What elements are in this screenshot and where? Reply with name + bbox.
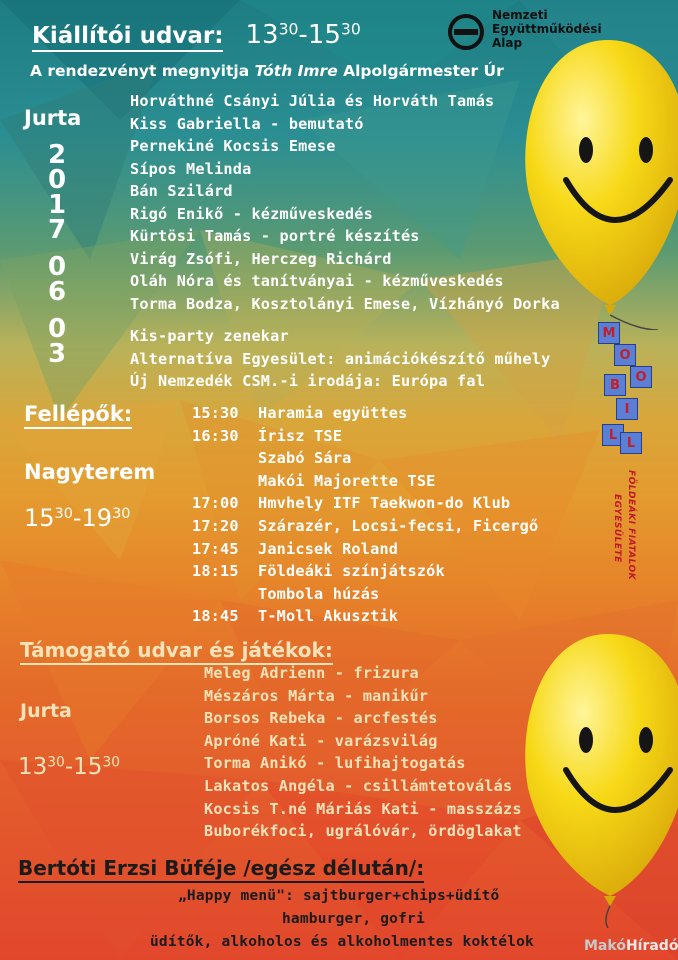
date-char: 6 xyxy=(48,277,67,307)
jurta-item: Bán Szilárd xyxy=(130,182,233,200)
schedule-act: Szabó Sára xyxy=(258,449,352,468)
opening-line: A rendezvényt megnyitja Tóth Imre Alpolgármester Úr xyxy=(30,62,504,80)
schedule-time: 17:20 xyxy=(192,517,239,535)
cube-b: B xyxy=(604,374,626,396)
jurta-label: Jurta xyxy=(24,106,82,130)
support-time: $13^{30}-15^{30}$ xyxy=(18,754,120,780)
schedule-row xyxy=(192,449,351,467)
schedule-row xyxy=(192,562,445,580)
support-venue: Jurta xyxy=(20,700,72,722)
schedule-act: T-Moll Akusztik xyxy=(258,607,399,626)
schedule-act: Földeáki színjátszók xyxy=(258,562,445,581)
support-item: Meleg Adrienn - frizura xyxy=(204,664,419,682)
cube-i: I xyxy=(616,398,638,420)
schedule-row xyxy=(192,585,379,603)
jurta-item: Alternatíva Egyesület: animációkészítő műhely xyxy=(130,349,551,368)
nea-ring-icon xyxy=(446,12,486,52)
support-item: Buborékfoci, ugrálóvár, ördöglakat xyxy=(204,822,522,841)
smiley-balloon-top xyxy=(508,30,678,330)
schedule-row xyxy=(192,427,342,445)
schedule-time: 18:15 xyxy=(192,562,239,581)
jurta-item: Oláh Nóra és tanítványai - kézműveskedés xyxy=(130,272,504,290)
schedule-act: Makói Majorette TSE xyxy=(258,471,436,490)
support-item: Lakatos Angéla - csillámtetoválás xyxy=(204,777,513,795)
date-char: 0 xyxy=(48,165,67,195)
jurta-item: Új Nemzedék CSM.-i irodája: Európa fal xyxy=(130,372,486,390)
jurta-item: Horváthné Csányi Júlia és Horváth Tamás xyxy=(130,92,495,110)
date-char: 2 xyxy=(48,140,67,170)
schedule-time: 18:45 xyxy=(192,607,239,626)
jurta-item: Kis-party zenekar xyxy=(130,327,289,345)
schedule-time: 17:00 xyxy=(192,494,239,513)
schedule-act: Haramia együttes xyxy=(258,404,408,422)
support-item: Apróné Kati - varázsvilág xyxy=(204,731,438,750)
schedule-act: Írisz TSE xyxy=(258,426,343,445)
performers-title: Fellépők: xyxy=(24,402,132,426)
cube-l: L xyxy=(602,424,624,446)
jurta-item: Kiss Gabriella - bemutató xyxy=(130,114,364,133)
cube-l2: L xyxy=(620,432,642,454)
date-char: 0 xyxy=(48,252,67,282)
header-title: Kiállítói udvar: xyxy=(32,23,223,52)
logo-line2: Együttműködési xyxy=(492,22,602,36)
smiley-balloon-bottom xyxy=(508,628,678,928)
date-char: 7 xyxy=(48,215,67,245)
jurta-item: Pernekiné Kocsis Emese xyxy=(130,137,336,155)
jurta-item: Rigó Enikő - kézműveskedés xyxy=(130,204,373,223)
schedule-time: 17:45 xyxy=(192,539,239,558)
cube-m: M xyxy=(598,322,620,344)
watermark: MakóHíradó xyxy=(584,938,678,954)
schedule-act: Szárazér, Locsi-fecsi, Ficergő xyxy=(258,517,539,535)
buffet-title: Bertóti Erzsi Büféje /egész délután/: xyxy=(18,856,424,880)
header-time: $13^{30}-15^{30}$ xyxy=(245,20,361,50)
schedule-row xyxy=(192,517,538,535)
date-char: 3 xyxy=(48,339,67,369)
performers-venue: Nagyterem xyxy=(24,460,156,484)
schedule-act: Janicsek Roland xyxy=(258,539,399,558)
support-item: Borsos Rebeka - arcfestés xyxy=(204,709,438,728)
header xyxy=(32,20,361,50)
schedule-act: Tombola húzás xyxy=(258,584,380,603)
cube-o: O xyxy=(614,344,636,366)
schedule-time: 16:30 xyxy=(192,426,239,445)
support-item: Kocsis T.né Máriás Kati - masszázs xyxy=(204,799,522,818)
org-name-line2: EGYESÜLETE xyxy=(612,494,622,563)
logo-line3: Alap xyxy=(492,36,523,50)
logo-line1: Nemzeti xyxy=(492,8,548,22)
schedule-act: Hmvhely ITF Taekwon-do Klub xyxy=(258,494,511,513)
jurta-item: Torma Bodza, Kosztolányi Emese, Vízhányó Dorka xyxy=(130,294,560,313)
jurta-item: Kürtösi Tamás - portré készítés xyxy=(130,227,420,245)
performers-time: $15^{30}-19^{30}$ xyxy=(24,504,131,532)
date-char: 0 xyxy=(48,314,67,344)
support-item: Mészáros Márta - manikűr xyxy=(204,686,429,705)
jurta-item: Virág Zsófi, Herczeg Richárd xyxy=(130,249,392,268)
schedule-row xyxy=(192,404,408,422)
schedule-time: 15:30 xyxy=(192,404,239,422)
buffet-line: hamburger, gofri xyxy=(282,911,425,927)
org-name-line1: FÖLDEÁKI FIATALOK xyxy=(626,470,636,581)
jurta-item: Sípos Melinda xyxy=(130,159,252,178)
schedule-row xyxy=(192,540,398,558)
schedule-row xyxy=(192,472,436,490)
schedule-row xyxy=(192,607,398,625)
cube-o2: O xyxy=(630,366,652,388)
date-char: 1 xyxy=(48,190,67,220)
schedule-row xyxy=(192,494,510,512)
buffet-line: „Happy menü": sajtburger+chips+üdítő xyxy=(178,888,500,904)
support-title: Támogató udvar és játékok: xyxy=(20,638,333,662)
buffet-line: üdítők, alkoholos és alkoholmentes koktélok xyxy=(150,934,534,950)
support-item: Torma Anikó - lufihajtogatás xyxy=(204,754,466,773)
